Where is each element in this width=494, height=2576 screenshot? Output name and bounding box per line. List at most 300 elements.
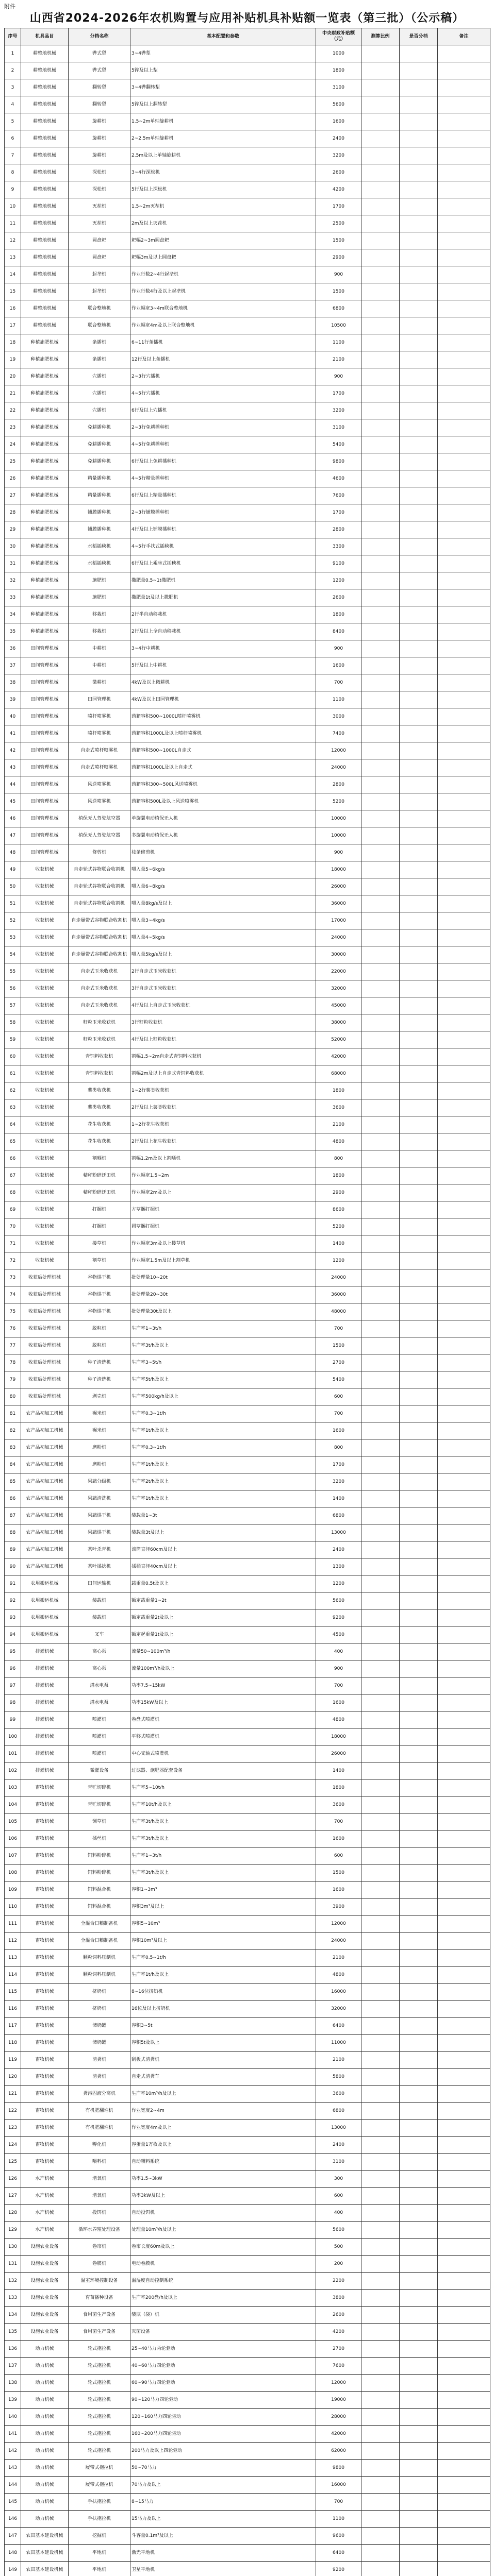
row-tier: 旋耕机: [69, 113, 130, 130]
row-class: [400, 2409, 438, 2426]
row-ratio: [361, 589, 400, 606]
row-subsidy: 1100: [316, 2511, 361, 2528]
row-class: [400, 929, 438, 946]
row-no: 145: [5, 2494, 21, 2511]
row-subsidy: 1600: [316, 657, 361, 674]
row-note: [438, 317, 490, 334]
row-class: [400, 2222, 438, 2239]
row-class: [400, 1031, 438, 1048]
table-row: [5, 1405, 490, 1422]
row-ratio: [361, 1728, 400, 1745]
row-subsidy: 500: [316, 2239, 361, 2256]
row-tier: 离心泵: [69, 1643, 130, 1660]
row-subsidy: 6800: [316, 1507, 361, 1524]
row-subsidy: 4800: [316, 1711, 361, 1728]
row-category: 排灌机械: [21, 1711, 69, 1728]
row-spec: 90~120马力四轮驱动: [130, 2392, 316, 2409]
row-ratio: [361, 844, 400, 861]
row-subsidy: 2700: [316, 2341, 361, 2358]
row-note: [438, 1133, 490, 1150]
row-note: [438, 1780, 490, 1797]
row-ratio: [361, 1388, 400, 1405]
col-header-note: 备注: [438, 28, 490, 45]
row-no: 11: [5, 215, 21, 232]
row-subsidy: 700: [316, 1320, 361, 1337]
row-class: [400, 1252, 438, 1269]
row-ratio: [361, 79, 400, 96]
row-category: 耕整地机械: [21, 249, 69, 266]
row-class: [400, 1814, 438, 1831]
table-row: [5, 2018, 490, 2035]
row-no: 70: [5, 1218, 21, 1235]
row-no: 37: [5, 657, 21, 674]
row-ratio: [361, 2222, 400, 2239]
row-category: 耕整地机械: [21, 232, 69, 249]
row-subsidy: 42000: [316, 1048, 361, 1065]
row-tier: 青贮切碎机: [69, 1797, 130, 1814]
row-note: [438, 1303, 490, 1320]
row-category: 耕整地机械: [21, 130, 69, 147]
row-subsidy: 42000: [316, 2426, 361, 2443]
row-subsidy: 6800: [316, 2103, 361, 2120]
table-row: [5, 1797, 490, 1814]
row-class: [400, 1848, 438, 1865]
row-spec: 60~90马力四轮驱动: [130, 2375, 316, 2392]
row-ratio: [361, 1507, 400, 1524]
row-no: 124: [5, 2137, 21, 2154]
row-tier: 种子清选机: [69, 1371, 130, 1388]
row-no: 33: [5, 589, 21, 606]
row-ratio: [361, 2001, 400, 2018]
row-spec: 圆草捆打捆机: [130, 1218, 316, 1235]
row-subsidy: 3800: [316, 2290, 361, 2307]
row-subsidy: 4800: [316, 1967, 361, 1984]
row-note: [438, 1167, 490, 1184]
row-category: 种植施肥机械: [21, 521, 69, 538]
row-class: [400, 266, 438, 283]
row-category: 设施农业设备: [21, 2307, 69, 2324]
table-row: [5, 963, 490, 980]
row-spec: 载重量0.5t及以上: [130, 1575, 316, 1592]
row-subsidy: 1300: [316, 1558, 361, 1575]
table-row: [5, 113, 490, 130]
row-class: [400, 980, 438, 997]
row-spec: 作业幅宽2m及以上: [130, 1184, 316, 1201]
row-no: 8: [5, 164, 21, 181]
row-subsidy: 24000: [316, 929, 361, 946]
row-subsidy: 800: [316, 1439, 361, 1456]
row-subsidy: 6800: [316, 300, 361, 317]
row-ratio: [361, 45, 400, 62]
table-row: [5, 2239, 490, 2256]
row-no: 79: [5, 1371, 21, 1388]
row-tier: 风送喷雾机: [69, 776, 130, 793]
row-category: 收获机械: [21, 1252, 69, 1269]
row-spec: 喂入量4~5kg/s: [130, 929, 316, 946]
row-no: 19: [5, 351, 21, 368]
row-no: 27: [5, 487, 21, 504]
row-tier: 饲料混合机: [69, 1899, 130, 1916]
row-class: [400, 1490, 438, 1507]
row-class: [400, 385, 438, 402]
row-no: 134: [5, 2307, 21, 2324]
row-ratio: [361, 249, 400, 266]
row-tier: 联合整地机: [69, 300, 130, 317]
row-subsidy: 3100: [316, 79, 361, 96]
row-spec: 枝条修剪机: [130, 844, 316, 861]
row-class: [400, 895, 438, 912]
row-no: 98: [5, 1694, 21, 1711]
row-subsidy: 9200: [316, 1609, 361, 1626]
row-class: [400, 504, 438, 521]
row-category: 畜牧机械: [21, 1984, 69, 2001]
row-category: 畜牧机械: [21, 1950, 69, 1967]
table-row: [5, 521, 490, 538]
row-note: [438, 2188, 490, 2205]
row-no: 7: [5, 147, 21, 164]
row-subsidy: 6400: [316, 2018, 361, 2035]
row-no: 18: [5, 334, 21, 351]
row-tier: 潜水电泵: [69, 1694, 130, 1711]
table-row: [5, 1303, 490, 1320]
row-category: 动力机械: [21, 2341, 69, 2358]
row-category: 排灌机械: [21, 1728, 69, 1745]
row-tier: 饲料粉碎机: [69, 1848, 130, 1865]
row-category: 田间管理机械: [21, 776, 69, 793]
row-subsidy: 17000: [316, 912, 361, 929]
row-ratio: [361, 674, 400, 691]
table-row: [5, 385, 490, 402]
row-tier: 田园管理机: [69, 691, 130, 708]
row-ratio: [361, 1371, 400, 1388]
row-note: [438, 470, 490, 487]
table-row: [5, 130, 490, 147]
row-tier: 花生收获机: [69, 1133, 130, 1150]
row-ratio: [361, 980, 400, 997]
row-category: 收获机械: [21, 895, 69, 912]
row-subsidy: 2100: [316, 2052, 361, 2069]
row-no: 74: [5, 1286, 21, 1303]
row-subsidy: 2100: [316, 1950, 361, 1967]
row-tier: 自走履带式谷物联合收割机: [69, 946, 130, 963]
row-ratio: [361, 2358, 400, 2375]
row-ratio: [361, 164, 400, 181]
row-spec: 5行及以上深松机: [130, 181, 316, 198]
row-tier: 秸秆粉碎还田机: [69, 1167, 130, 1184]
row-class: [400, 96, 438, 113]
row-class: [400, 725, 438, 742]
row-spec: 生产率0.3~1t/h: [130, 1405, 316, 1422]
row-class: [400, 572, 438, 589]
row-ratio: [361, 555, 400, 572]
table-row: [5, 691, 490, 708]
row-ratio: [361, 793, 400, 810]
row-note: [438, 1899, 490, 1916]
row-tier: 喷灌机: [69, 1745, 130, 1762]
row-spec: 单旋翼电动植保无人机: [130, 810, 316, 827]
row-spec: 6行及以上精量播种机: [130, 487, 316, 504]
row-class: [400, 1797, 438, 1814]
row-note: [438, 2392, 490, 2409]
table-row: [5, 266, 490, 283]
row-spec: 处理量10m³/h及以上: [130, 2222, 316, 2239]
row-ratio: [361, 487, 400, 504]
row-no: 146: [5, 2511, 21, 2528]
row-spec: 割幅1.5~2m自走式青饲料收获机: [130, 1048, 316, 1065]
table-row: [5, 980, 490, 997]
row-category: 畜牧机械: [21, 2069, 69, 2086]
row-class: [400, 1865, 438, 1882]
row-subsidy: 12000: [316, 1916, 361, 1933]
row-tier: 灭茬机: [69, 215, 130, 232]
row-ratio: [361, 2205, 400, 2222]
row-tier: 自走式喷杆喷雾机: [69, 759, 130, 776]
row-subsidy: 1800: [316, 1167, 361, 1184]
row-subsidy: 1500: [316, 1337, 361, 1354]
row-spec: 容积5t及以上: [130, 2035, 316, 2052]
row-note: [438, 283, 490, 300]
row-tier: 深松机: [69, 181, 130, 198]
row-subsidy: 3100: [316, 419, 361, 436]
row-subsidy: 1600: [316, 1422, 361, 1439]
table-row: [5, 2273, 490, 2290]
row-subsidy: 1000: [316, 45, 361, 62]
row-note: [438, 521, 490, 538]
row-no: 127: [5, 2188, 21, 2205]
row-no: 125: [5, 2154, 21, 2171]
row-ratio: [361, 946, 400, 963]
row-note: [438, 1541, 490, 1558]
row-note: [438, 725, 490, 742]
row-note: [438, 249, 490, 266]
row-category: 田间管理机械: [21, 691, 69, 708]
table-row: [5, 2528, 490, 2545]
row-tier: 穴播机: [69, 368, 130, 385]
row-ratio: [361, 606, 400, 623]
row-ratio: [361, 1592, 400, 1609]
row-class: [400, 759, 438, 776]
row-tier: 翻转犁: [69, 96, 130, 113]
row-class: [400, 1677, 438, 1694]
row-subsidy: 2100: [316, 351, 361, 368]
row-ratio: [361, 1950, 400, 1967]
row-tier: 装载机: [69, 1592, 130, 1609]
row-spec: 3~4行中耕机: [130, 640, 316, 657]
row-category: 水产机械: [21, 2188, 69, 2205]
table-row: [5, 2188, 490, 2205]
row-note: [438, 1728, 490, 1745]
row-note: [438, 1201, 490, 1218]
row-tier: 谷物烘干机: [69, 1286, 130, 1303]
row-note: [438, 147, 490, 164]
row-note: [438, 1082, 490, 1099]
row-no: 92: [5, 1592, 21, 1609]
row-ratio: [361, 640, 400, 657]
table-row: [5, 2035, 490, 2052]
row-no: 89: [5, 1541, 21, 1558]
row-spec: 批处理量30t及以上: [130, 1303, 316, 1320]
row-note: [438, 1218, 490, 1235]
row-no: 99: [5, 1711, 21, 1728]
row-note: [438, 1950, 490, 1967]
row-tier: 打捆机: [69, 1218, 130, 1235]
table-row: [5, 2171, 490, 2188]
row-no: 116: [5, 2001, 21, 2018]
row-category: 收获机械: [21, 1218, 69, 1235]
row-note: [438, 2290, 490, 2307]
row-subsidy: 1400: [316, 1490, 361, 1507]
row-spec: 方草捆打捆机: [130, 1201, 316, 1218]
row-tier: 挖掘机: [69, 2528, 130, 2545]
row-tier: 脱粒机: [69, 1320, 130, 1337]
row-category: 收获机械: [21, 1133, 69, 1150]
row-ratio: [361, 2171, 400, 2188]
row-ratio: [361, 1354, 400, 1371]
row-spec: 生产率3~5t/h: [130, 1354, 316, 1371]
row-note: [438, 742, 490, 759]
row-tier: 青饲料收获机: [69, 1065, 130, 1082]
row-ratio: [361, 810, 400, 827]
row-note: [438, 62, 490, 79]
row-no: 77: [5, 1337, 21, 1354]
row-subsidy: 13000: [316, 2120, 361, 2137]
annex-label: 附件: [4, 3, 15, 10]
row-ratio: [361, 2545, 400, 2562]
row-no: 117: [5, 2018, 21, 2035]
row-ratio: [361, 232, 400, 249]
row-subsidy: 3600: [316, 1099, 361, 1116]
table-row: [5, 1252, 490, 1269]
row-category: 动力机械: [21, 2392, 69, 2409]
row-class: [400, 606, 438, 623]
row-no: 75: [5, 1303, 21, 1320]
row-spec: 喂入量8kg/s及以上: [130, 895, 316, 912]
row-no: 88: [5, 1524, 21, 1541]
row-class: [400, 2171, 438, 2188]
row-class: [400, 963, 438, 980]
row-category: 收获后处理机械: [21, 1354, 69, 1371]
row-category: 动力机械: [21, 2409, 69, 2426]
row-spec: 15马力及以上: [130, 2511, 316, 2528]
col-header-class: 是否分档: [400, 28, 438, 45]
col-header-subsidy: 中央财政补贴额（元）: [316, 28, 361, 45]
row-class: [400, 691, 438, 708]
row-note: [438, 1797, 490, 1814]
row-spec: 批处理量10~20t: [130, 1269, 316, 1286]
row-class: [400, 2256, 438, 2273]
row-category: 收获机械: [21, 946, 69, 963]
table-row: [5, 1031, 490, 1048]
row-spec: 5铧及以上犁: [130, 62, 316, 79]
col-header-ratio: 测算比例: [361, 28, 400, 45]
row-no: 139: [5, 2392, 21, 2409]
row-class: [400, 2460, 438, 2477]
row-subsidy: 4800: [316, 1133, 361, 1150]
row-spec: 1~2行薯类收获机: [130, 1082, 316, 1099]
row-note: [438, 2375, 490, 2392]
table-row: [5, 1831, 490, 1848]
row-no: 107: [5, 1848, 21, 1865]
table-row: [5, 487, 490, 504]
row-spec: 8~16位挤奶机: [130, 1984, 316, 2001]
row-tier: 食用菌生产设备: [69, 2324, 130, 2341]
row-ratio: [361, 317, 400, 334]
row-spec: 3~4铧犁: [130, 45, 316, 62]
row-tier: 水稻插秧机: [69, 555, 130, 572]
row-category: 收获后处理机械: [21, 1269, 69, 1286]
row-tier: 孵化机: [69, 2137, 130, 2154]
row-category: 农田基本建设机械: [21, 2562, 69, 2576]
row-category: 种植施肥机械: [21, 555, 69, 572]
table-row: [5, 1848, 490, 1865]
row-category: 农产品初加工机械: [21, 1541, 69, 1558]
row-note: [438, 2086, 490, 2103]
row-ratio: [361, 436, 400, 453]
row-note: [438, 2171, 490, 2188]
table-row: [5, 674, 490, 691]
row-class: [400, 1780, 438, 1797]
row-subsidy: 5200: [316, 793, 361, 810]
row-note: [438, 844, 490, 861]
row-note: [438, 708, 490, 725]
row-ratio: [361, 130, 400, 147]
row-no: 142: [5, 2443, 21, 2460]
row-tier: 喷杆喷雾机: [69, 708, 130, 725]
row-note: [438, 2562, 490, 2576]
row-category: 农产品初加工机械: [21, 1490, 69, 1507]
table-row: [5, 2477, 490, 2494]
row-class: [400, 1048, 438, 1065]
row-no: 135: [5, 2324, 21, 2341]
row-class: [400, 589, 438, 606]
table-row: [5, 2562, 490, 2576]
row-category: 种植施肥机械: [21, 487, 69, 504]
row-no: 138: [5, 2375, 21, 2392]
row-note: [438, 1286, 490, 1303]
row-subsidy: 32000: [316, 2001, 361, 2018]
row-tier: 挤奶机: [69, 1984, 130, 2001]
row-spec: 作业幅宽1.5~2m: [130, 1167, 316, 1184]
row-tier: 手扶拖拉机: [69, 2494, 130, 2511]
row-note: [438, 2018, 490, 2035]
row-subsidy: 2100: [316, 1116, 361, 1133]
row-ratio: [361, 1252, 400, 1269]
row-class: [400, 827, 438, 844]
row-category: 种植施肥机械: [21, 589, 69, 606]
row-spec: 6行及以上穴播机: [130, 402, 316, 419]
row-tier: 脱粒机: [69, 1337, 130, 1354]
row-spec: 自动喂料系统: [130, 2154, 316, 2171]
row-no: 129: [5, 2222, 21, 2239]
row-no: 40: [5, 708, 21, 725]
row-ratio: [361, 1303, 400, 1320]
table-row: [5, 2341, 490, 2358]
row-category: 水产机械: [21, 2171, 69, 2188]
row-spec: 5行及以上中耕机: [130, 657, 316, 674]
row-spec: 揉桶直径40cm及以上: [130, 1558, 316, 1575]
row-spec: 作业幅宽3m及以上搂草机: [130, 1235, 316, 1252]
row-subsidy: 24000: [316, 1269, 361, 1286]
row-class: [400, 2103, 438, 2120]
row-spec: 温湿度自动控制系统: [130, 2273, 316, 2290]
row-category: 水产机械: [21, 2205, 69, 2222]
row-tier: 免耕播种机: [69, 436, 130, 453]
row-class: [400, 1201, 438, 1218]
row-ratio: [361, 1116, 400, 1133]
row-no: 47: [5, 827, 21, 844]
row-ratio: [361, 215, 400, 232]
row-no: 133: [5, 2290, 21, 2307]
